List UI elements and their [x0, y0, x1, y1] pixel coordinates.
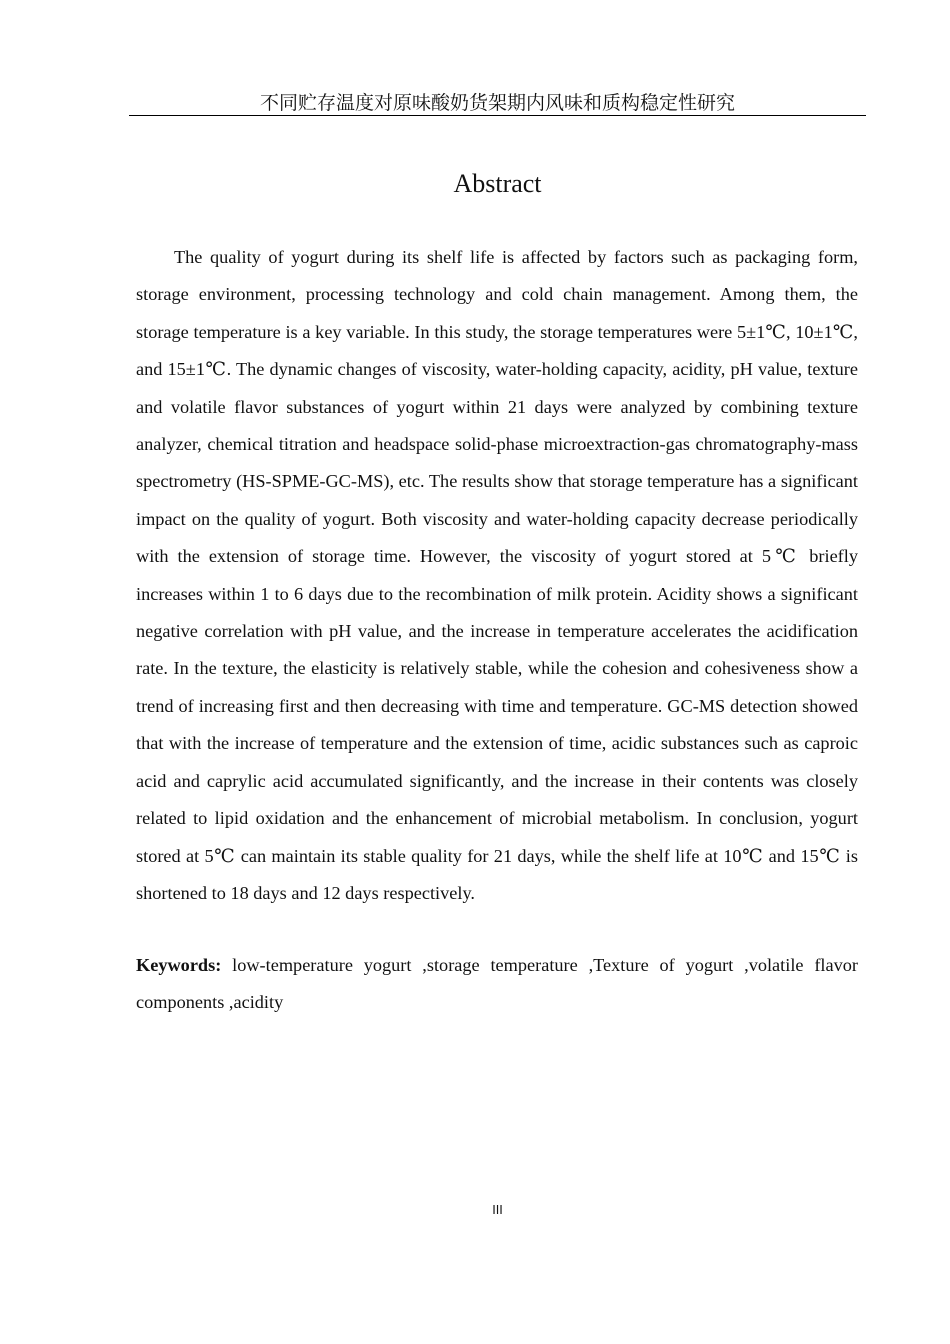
- header-rule: [129, 115, 866, 116]
- running-header-title: 不同贮存温度对原味酸奶货架期内风味和质构稳定性研究: [259, 92, 735, 114]
- abstract-title: Abstract: [453, 169, 542, 198]
- keywords-text: low-temperature yogurt ,storage temperature ,Texture of yogurt ,volatile flavor components ,acidity: [136, 955, 858, 1013]
- keywords-label: Keywords:: [136, 955, 222, 975]
- page-number: III: [492, 1203, 503, 1217]
- abstract-body: The quality of yogurt during its shelf life is affected by factors such as packaging form, storage environment, processing technology and cold chain management. Among them, the storage temperature is a key variable. In this study, the storage temperatures were 5±1℃, 10±1℃, and 15±1℃. The dynamic changes of viscosity, water-holding capacity, acidity, pH value, texture and volatile flavor substances of yogurt within 21 days were analyzed by combining texture analyzer, chemical titration and headspace solid-phase microextraction-gas chromatography-mass spectrometry (HS-SPME-GC-MS), etc. The results show that storage temperature has a significant impact on the quality of yogurt. Both viscosity and water-holding capacity decrease periodically with the extension of storage time. However, the viscosity of yogurt stored at 5℃ briefly increases within 1 to 6 days due to the recombination of milk protein. Acidity shows a significant negative correlation with pH value, and the increase in temperature accelerates the acidification rate. In the texture, the elasticity is relatively stable, while the cohesion and cohesiveness show a trend of increasing first and then decreasing with time and temperature. GC-MS detection showed that with the increase of temperature and the extension of time, acidic substances such as caproic acid and caprylic acid accumulated significantly, and the increase in their contents was closely related to lipid oxidation and the enhancement of microbial metabolism. In conclusion, yogurt stored at 5℃ can maintain its stable quality for 21 days, while the shelf life at 10℃ and 15℃ is shortened to 18 days and 12 days respectively.: [136, 247, 858, 903]
- keywords-paragraph: [136, 947, 858, 1022]
